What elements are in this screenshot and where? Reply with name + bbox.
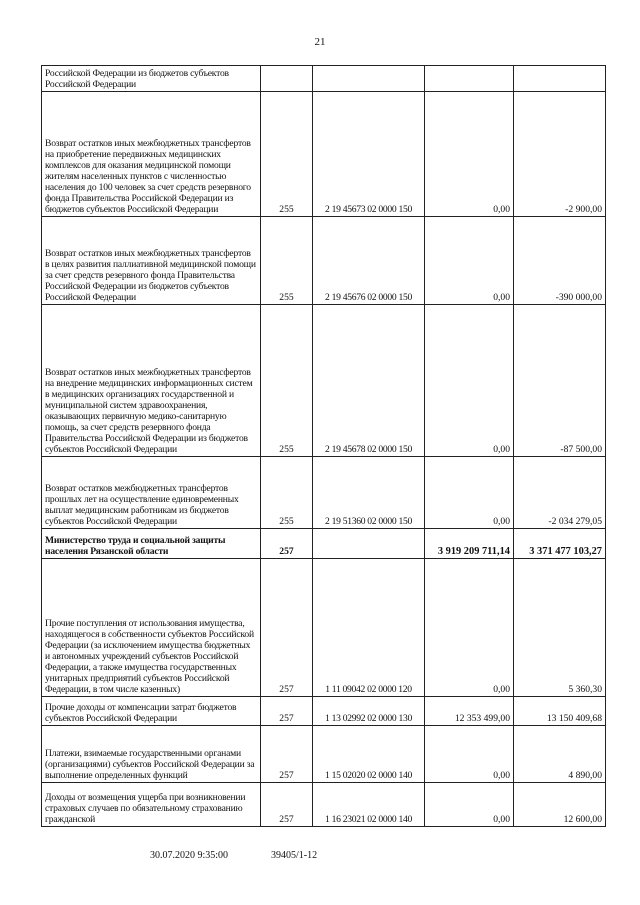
table-row: [42, 697, 606, 726]
table-row-ministry: [42, 529, 606, 559]
footer-datetime: 30.07.2020 9:35:00: [150, 850, 229, 861]
row-fact-amount: -2 900,00: [514, 92, 606, 217]
row-admin-code: 257: [261, 697, 313, 726]
row-fact-amount: -87 500,00: [514, 305, 606, 457]
row-name: Возврат остатков иных межбюджетных трансфертов на приобретение передвижных медицинских комплексов для оказания медицинской помощи жителям населенных пунктов с численностью населения до 100 человек за счет средств резервного фонда Правительства Российской Федерации из бюджетов субъектов Российской Федерации: [42, 92, 261, 217]
row-admin-code: 257: [261, 783, 313, 827]
row-name: Возврат остатков иных межбюджетных трансфертов в целях развития паллиативной медицинской помощи за счет средств резервного фонда Правительства Российской Федерации из бюджетов субъектов Российской Федерации: [42, 217, 261, 305]
row-admin-code: [261, 66, 313, 92]
footer-doc-number: 39405/1-12: [271, 850, 318, 861]
row-admin-code: 257: [261, 559, 313, 697]
row-budget-code: 2 19 51360 02 0000 150: [313, 457, 425, 529]
row-name: Возврат остатков межбюджетных трансфертов прошлых лет на осуществление единовременных выплат медицинским работникам из бюджетов субъектов Российской Федерации: [42, 457, 261, 529]
row-plan-amount: 0,00: [425, 726, 514, 783]
row-admin-code: 257: [261, 529, 313, 559]
page-number: 21: [314, 36, 326, 48]
table-row: [42, 457, 606, 529]
row-name: Прочие доходы от компенсации затрат бюджетов субъектов Российской Федерации: [42, 697, 261, 726]
row-fact-amount: 13 150 409,68: [514, 697, 606, 726]
row-admin-code: 255: [261, 305, 313, 457]
row-fact-amount: [514, 66, 606, 92]
row-budget-code: 1 13 02992 02 0000 130: [313, 697, 425, 726]
revenue-table: [41, 65, 606, 827]
row-budget-code: 1 15 02020 02 0000 140: [313, 726, 425, 783]
row-name: Платежи, взимаемые государственными органами (организациями) субъектов Российской Федерации за выполнение определенных функций: [42, 726, 261, 783]
row-plan-amount: 3 919 209 711,14: [425, 529, 514, 559]
row-budget-code: 1 16 23021 02 0000 140: [313, 783, 425, 827]
row-fact-amount: 4 890,00: [514, 726, 606, 783]
row-name: Прочие поступления от использования имущества, находящегося в собственности субъектов Российской Федерации (за исключением имущества бюджетных и автономных учреждений субъектов Российской Федерации, а также имущества государственных унитарных предприятий субъектов Российской Федерации, в том числе казенных): [42, 559, 261, 697]
row-admin-code: 255: [261, 457, 313, 529]
row-admin-code: 255: [261, 92, 313, 217]
row-budget-code: 1 11 09042 02 0000 120: [313, 559, 425, 697]
row-fact-amount: -390 000,00: [514, 217, 606, 305]
row-plan-amount: 0,00: [425, 783, 514, 827]
table-row: [42, 66, 606, 92]
row-plan-amount: 0,00: [425, 92, 514, 217]
row-plan-amount: 12 353 499,00: [425, 697, 514, 726]
row-admin-code: 255: [261, 217, 313, 305]
table-row: [42, 726, 606, 783]
row-name: Российской Федерации из бюджетов субъектов Российской Федерации: [42, 66, 261, 92]
table-row: [42, 305, 606, 457]
row-fact-amount: -2 034 279,05: [514, 457, 606, 529]
row-name: Доходы от возмещения ущерба при возникновении страховых случаев по обязательному страхованию гражданской: [42, 783, 261, 827]
table-row: [42, 92, 606, 217]
row-name: Министерство труда и социальной защиты населения Рязанской области: [42, 529, 261, 559]
row-budget-code: 2 19 45673 02 0000 150: [313, 92, 425, 217]
row-budget-code: [313, 529, 425, 559]
row-name: Возврат остатков иных межбюджетных трансфертов на внедрение медицинских информационных систем в медицинских организациях государственной и муниципальной систем здравоохранения, оказывающих первичную медико-санитарную помощь, за счет средств резервного фонда Правительства Российской Федерации из бюджетов субъектов Российской Федерации: [42, 305, 261, 457]
row-budget-code: [313, 66, 425, 92]
row-plan-amount: [425, 66, 514, 92]
row-plan-amount: 0,00: [425, 559, 514, 697]
row-admin-code: 257: [261, 726, 313, 783]
row-plan-amount: 0,00: [425, 217, 514, 305]
table-row: [42, 559, 606, 697]
row-fact-amount: 5 360,30: [514, 559, 606, 697]
row-plan-amount: 0,00: [425, 457, 514, 529]
row-budget-code: 2 19 45676 02 0000 150: [313, 217, 425, 305]
row-fact-amount: 3 371 477 103,27: [514, 529, 606, 559]
row-fact-amount: 12 600,00: [514, 783, 606, 827]
row-plan-amount: 0,00: [425, 305, 514, 457]
table-row: [42, 783, 606, 827]
row-budget-code: 2 19 45678 02 0000 150: [313, 305, 425, 457]
table-row: [42, 217, 606, 305]
